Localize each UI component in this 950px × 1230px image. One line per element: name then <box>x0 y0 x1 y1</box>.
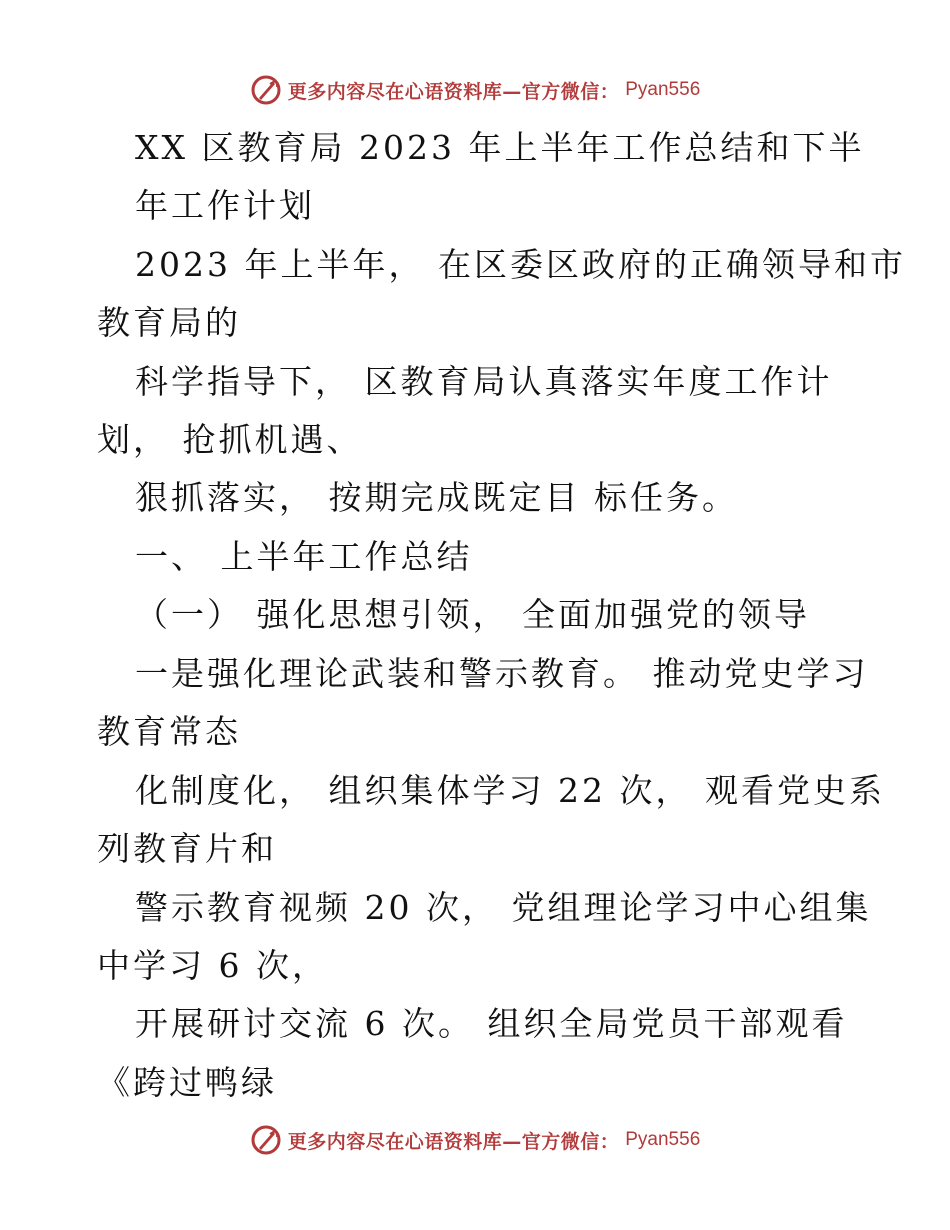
subsection-heading: （一） 强化思想引领， 全面加强党的领导 <box>135 595 810 634</box>
banner-text: 更多内容尽在心语资料库—官方微信： <box>287 1130 620 1153</box>
section-heading: 一、 上半年工作总结 <box>135 537 473 576</box>
title-line-2: 年工作计划 <box>135 186 315 225</box>
banner-text: 更多内容尽在心语资料库—官方微信： <box>287 80 620 103</box>
paragraph-line: 科学指导下， 区教育局认真落实年度工作计 <box>135 362 833 401</box>
paragraph-line: 列教育片和 <box>97 829 277 868</box>
banner-wechat-id: Pyan556 <box>625 79 701 100</box>
header-watermark-banner <box>0 70 950 110</box>
paragraph-line: 警示教育视频 20 次， 党组理论学习中心组集 <box>135 888 872 927</box>
title-line-1: XX 区教育局 2023 年上半年工作总结和下半 <box>135 128 865 167</box>
paragraph-line: 一是强化理论武装和警示教育。 推动党史学习 <box>135 654 869 693</box>
paragraph-line: 中学习 6 次， <box>97 946 328 985</box>
paragraph-line: 化制度化， 组织集体学习 22 次， 观看党史系 <box>135 771 885 810</box>
paragraph-line: 教育常态 <box>97 712 241 751</box>
paragraph-line: 2023 年上半年， 在区委区政府的正确领导和市 <box>135 245 906 284</box>
paragraph-line: 划， 抢抓机遇、 <box>97 420 363 459</box>
quill-logo-icon <box>250 1124 282 1156</box>
paragraph-line: 狠抓落实， 按期完成既定目 标任务。 <box>135 478 738 517</box>
paragraph-line: 开展研讨交流 6 次。 组织全局党员干部观看 <box>135 1004 848 1043</box>
quill-logo-icon <box>250 74 282 106</box>
footer-watermark-banner <box>0 1120 950 1160</box>
paragraph-line: 《跨过鸭绿 <box>97 1063 277 1102</box>
banner-wechat-id: Pyan556 <box>625 1129 701 1150</box>
paragraph-line: 教育局的 <box>97 303 241 342</box>
